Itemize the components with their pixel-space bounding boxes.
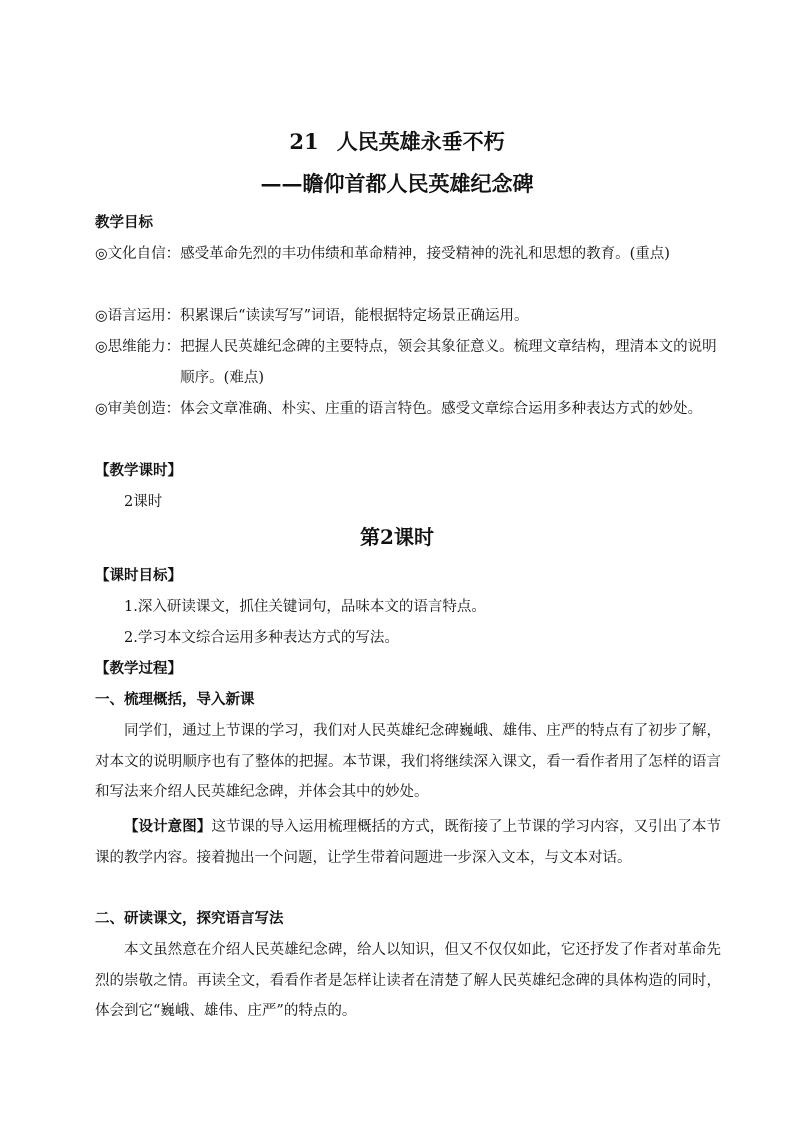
section1-heading: 一、梳理概括，导入新课 bbox=[95, 691, 255, 708]
design-intent-paragraph bbox=[95, 812, 721, 873]
section2-heading: 二、研读课文，探究语言写法 bbox=[95, 910, 284, 927]
lesson-heading: 第2课时 bbox=[360, 525, 434, 549]
lesson-goals-heading: 【课时目标】 bbox=[95, 567, 182, 584]
objective-item bbox=[95, 301, 725, 332]
lesson-goal-item: 2.学习本文综合运用多种表达方式的写法。 bbox=[124, 630, 399, 646]
section2-paragraph: 本文虽然意在介绍人民英雄纪念碑，给人以知识，但又不仅仅如此，它还抒发了作者对革命先烈的崇敬之情。再读全文，看看作者是怎样让读者在清楚了解人民英雄纪念碑的具体构造的同时，体会到它“巍峨、雄伟、庄严”的特点的。 bbox=[95, 942, 721, 1019]
objective-text: 把握人民英雄纪念碑的主要特点，领会其象征意义。梳理文章结构，理清本文的说明顺序。(难点) bbox=[180, 339, 717, 386]
objective-text: 感受革命先烈的丰功伟绩和革命精神，接受精神的洗礼和思想的教育。(重点) bbox=[180, 246, 670, 262]
lesson-number: 21 bbox=[289, 129, 319, 154]
objective-item bbox=[95, 239, 725, 270]
class-hours-heading: 【教学课时】 bbox=[95, 462, 182, 479]
design-intent-label: 【设计意图】 bbox=[124, 818, 212, 835]
design-intent-text: 这节课的导入运用梳理概括的方式，既衔接了上节课的学习内容，又引出了本节课的教学内容。接着抛出一个问题，让学生带着问题进一步深入文本，与文本对话。 bbox=[95, 819, 721, 866]
lesson-title-text: 人民英雄永垂不朽 bbox=[336, 129, 505, 154]
objective-item bbox=[95, 332, 725, 394]
objective-label: ◎审美创造： bbox=[95, 401, 181, 417]
objective-label: ◎语言运用： bbox=[95, 308, 181, 324]
objective-text: 积累课后“读读写写”词语，能根据特定场景正确运用。 bbox=[180, 308, 529, 324]
section1-paragraph: 同学们，通过上节课的学习，我们对人民英雄纪念碑巍峨、雄伟、庄严的特点有了初步了解，对本文的说明顺序也有了整体的把握。本节课，我们将继续深入课文，看一看作者用了怎样的语言和写法来介绍人民英雄纪念碑，并体会其中的妙处。 bbox=[95, 723, 721, 800]
objective-label: ◎思维能力： bbox=[95, 339, 181, 355]
objectives-heading: 教学目标 bbox=[95, 214, 153, 231]
objective-label: ◎文化自信： bbox=[95, 246, 181, 262]
process-heading: 【教学过程】 bbox=[95, 660, 182, 677]
class-hours-value: 2课时 bbox=[124, 494, 163, 510]
objective-item bbox=[95, 394, 725, 425]
objective-text: 体会文章准确、朴实、庄重的语言特色。感受文章综合运用多种表达方式的妙处。 bbox=[180, 401, 703, 417]
lesson-goal-item: 1.深入研读课文，抓住关键词句，品味本文的语言特点。 bbox=[124, 599, 486, 615]
lesson-subtitle: ——瞻仰首都人民英雄纪念碑 bbox=[260, 171, 534, 196]
lesson-title bbox=[0, 127, 794, 157]
